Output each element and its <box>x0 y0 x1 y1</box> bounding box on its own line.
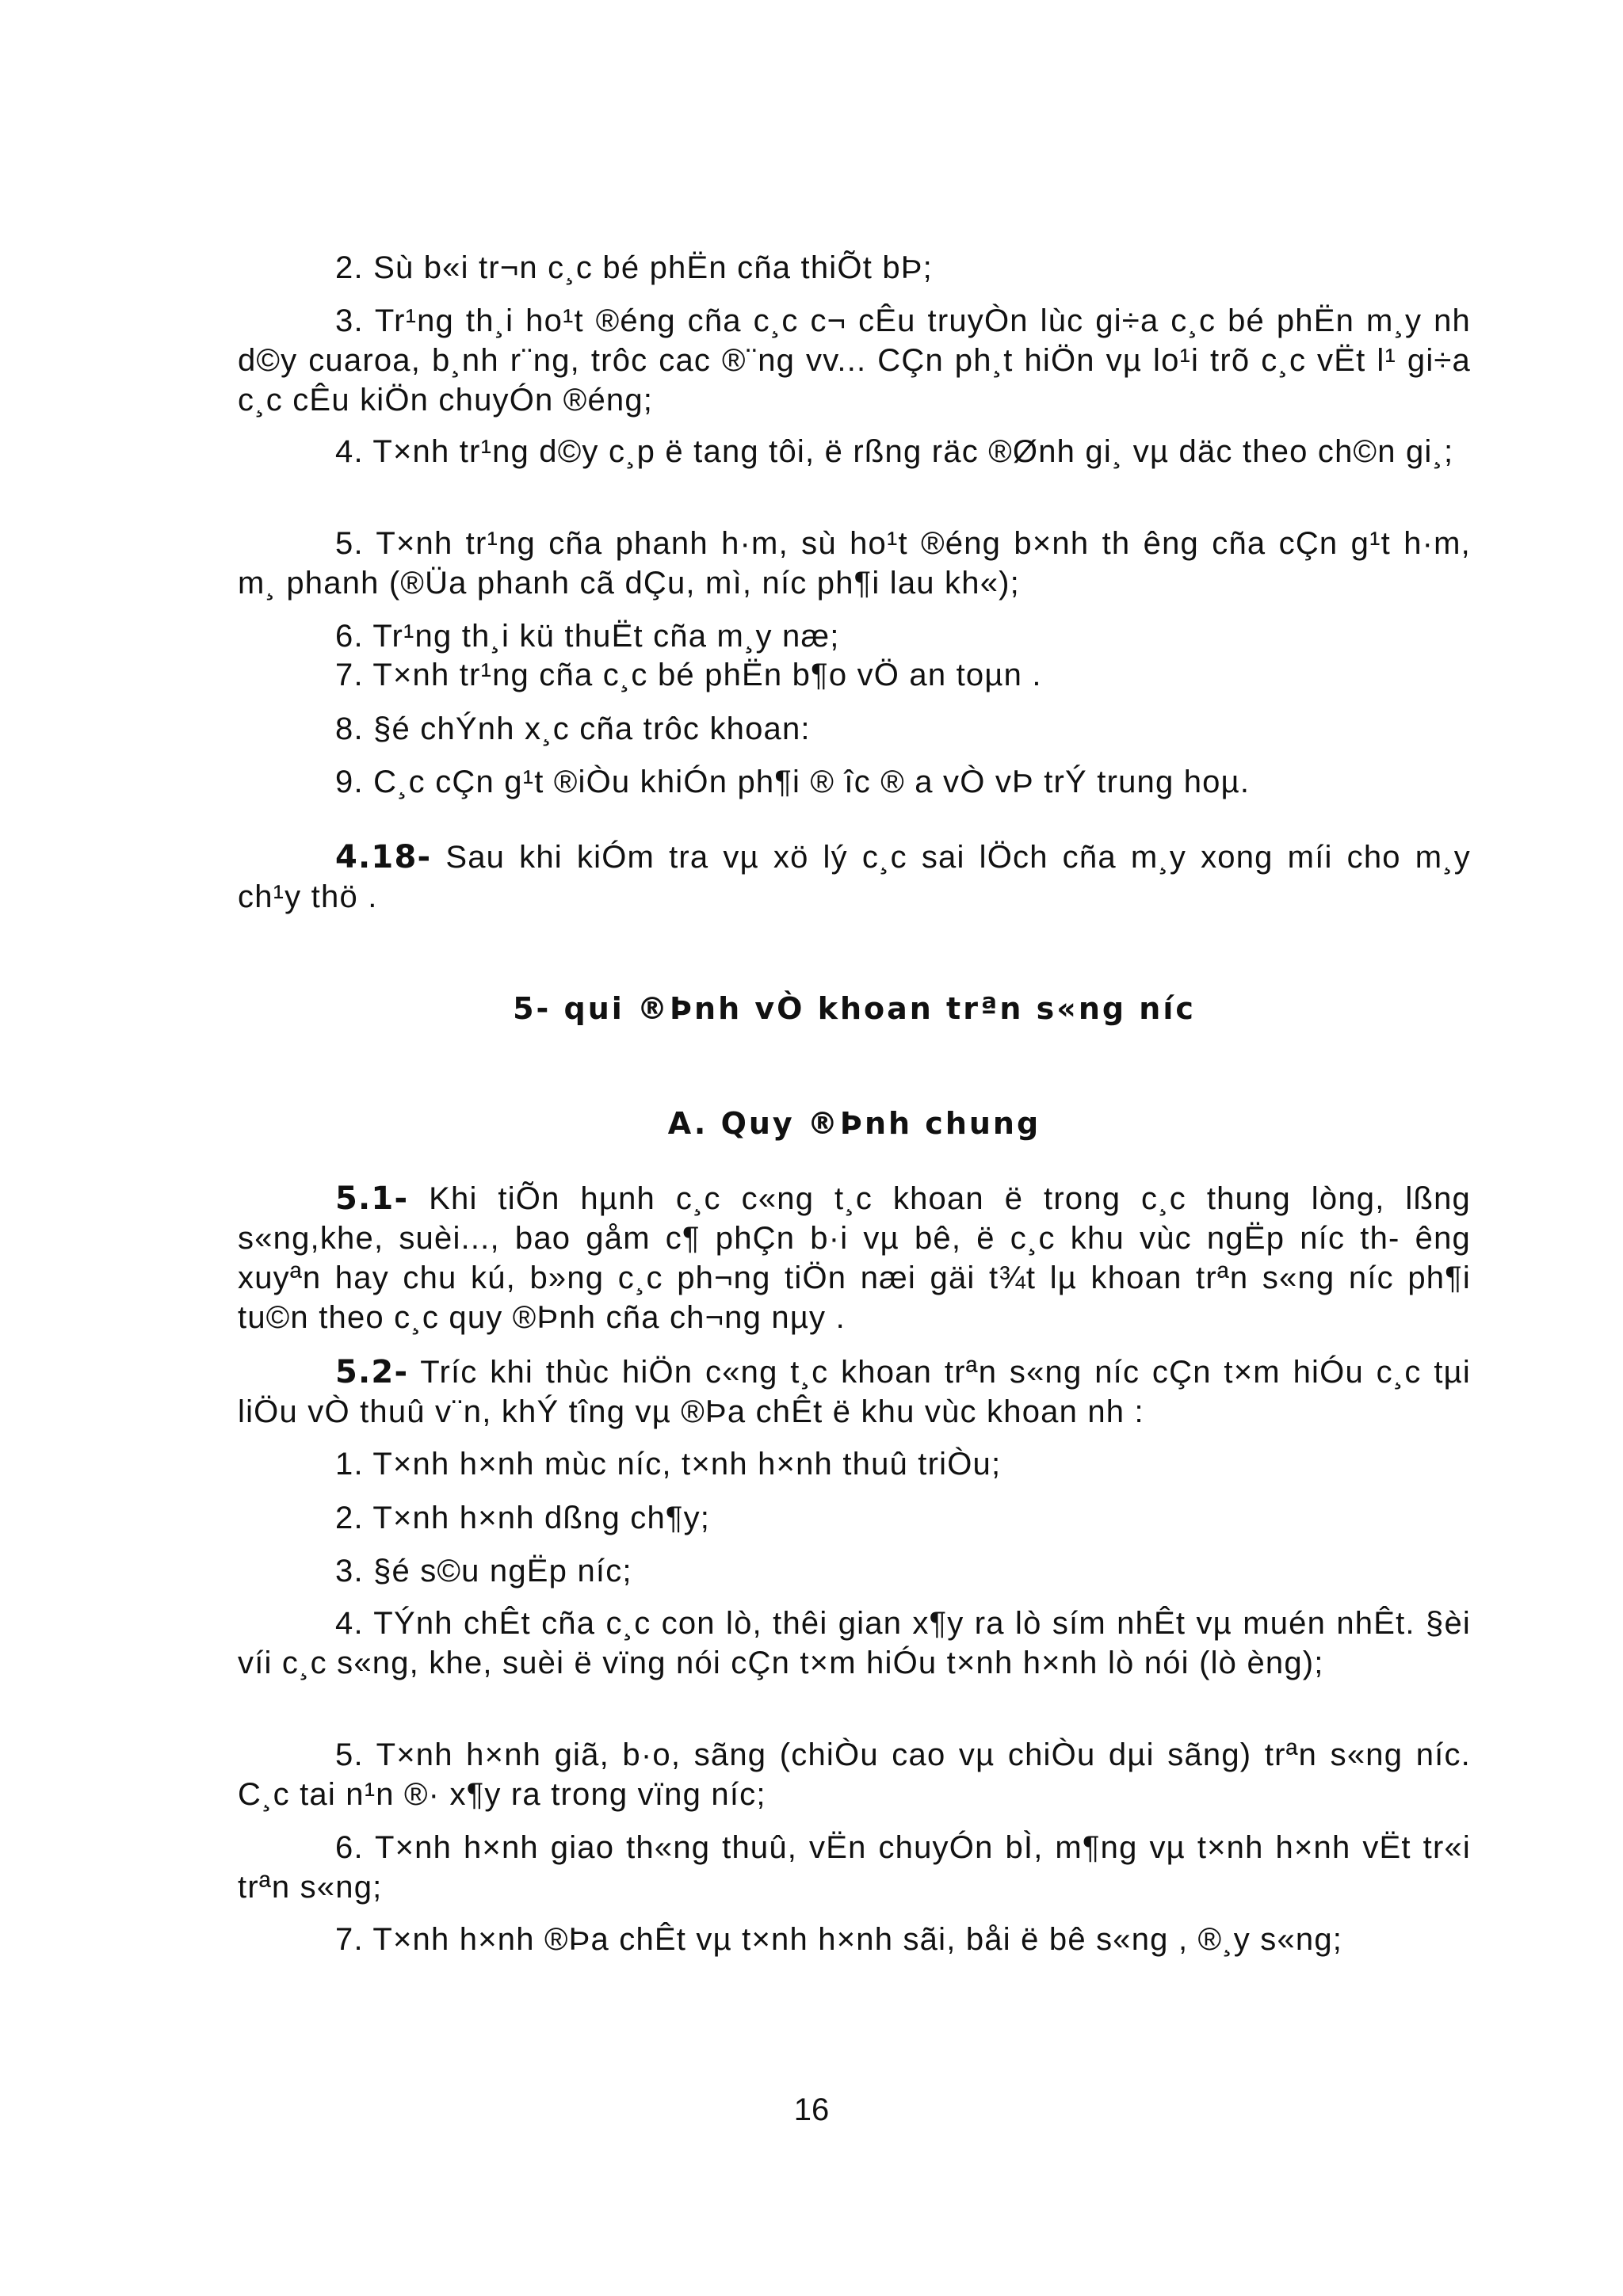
page-number: 16 <box>793 2092 830 2127</box>
paragraph-5-2 <box>238 1352 1471 1432</box>
list-item: 2. T×nh h×nh dßng ch¶y; <box>335 1501 711 1535</box>
list-item: 7. T×nh h×nh ®Þa chÊt vµ t×nh h×nh sãi, båi ë bê s«ng , ®¸y s«ng; <box>335 1922 1343 1957</box>
list-item: 4. TÝnh chÊt cña c¸c con lò, thêi gian x¶y ra lò sím nhÊt vµ muén nhÊt. §èi víi c¸c s«ng, khe, suèi ë vïng nói cÇn t×m hiÓu t×nh h×nh lò nói (lò èng); <box>238 1606 1471 1680</box>
list-item: 5. T×nh h×nh giã, b·o, sãng (chiÒu cao vµ chiÒu dµi sãng) trªn s«ng níc. C¸c tai n¹n ®· x¶y ra trong vïng níc; <box>238 1737 1471 1812</box>
section-title: 5- qui ®Þnh vÒ khoan trªn s«ng níc <box>513 991 1196 1026</box>
list-item: 5. T×nh tr¹ng cña phanh h·m, sù ho¹t ®éng b×nh th êng cña cÇn g¹t h·m, m¸ phanh (®Üa phanh cã dÇu, mì, níc ph¶i lau kh«); <box>238 526 1471 601</box>
clause-text: Sau khi kiÓm tra vµ xö lý c¸c sai lÖch cña m¸y xong míi cho m¸y ch¹y thö . <box>238 840 1471 914</box>
paragraph-5-1 <box>238 1179 1471 1337</box>
list-item: 7. T×nh tr¹ng cña c¸c bé phËn b¶o vÖ an toµn . <box>335 658 1042 692</box>
list-item: 9. C¸c cÇn g¹t ®iÒu khiÓn ph¶i ® îc ® a vÒ vÞ trÝ trung hoµ. <box>335 765 1251 799</box>
list-item: 3. §é s©u ngËp níc; <box>335 1554 632 1589</box>
list-item: 8. §é chÝnh x¸c cña trôc khoan: <box>335 711 811 746</box>
list-item: 6. T×nh h×nh giao th«ng thuû, vËn chuyÓn bÌ, m¶ng vµ t×nh h×nh vËt tr«i trªn s«ng; <box>238 1830 1471 1905</box>
list-item: 1. T×nh h×nh mùc níc, t×nh h×nh thuû triÒu; <box>335 1447 1002 1482</box>
clause-number: 4.18- <box>335 839 432 875</box>
clause-text: Khi tiÕn hµnh c¸c c«ng t¸c khoan ë trong c¸c thung lòng, lßng s«ng,khe, suèi..., bao gåm c¶ phÇn b·i vµ bê, ë c¸c khu vùc ngËp níc th- êng xuyªn hay chu kú, b»ng c¸c ph¬ng tiÖn næi gäi t¾t lµ khoan trªn s«ng níc ph¶i tu©n theo c¸c quy ®Þnh cña ch¬ng nµy . <box>238 1181 1471 1335</box>
subsection-title: A. Quy ®Þnh chung <box>667 1106 1041 1141</box>
list-item: 3. Tr¹ng th¸i ho¹t ®éng cña c¸c c¬ cÊu truyÒn lùc gi÷a c¸c bé phËn m¸y nh d©y cuaroa, b¸nh r¨ng, trôc cac ®¨ng vv... CÇn ph¸t hiÖn vµ lo¹i trõ c¸c vËt l¹ gi÷a c¸c cÊu kiÖn chuyÓn ®éng; <box>238 303 1471 418</box>
list-item: 4. T×nh tr¹ng d©y c¸p ë tang tôi, ë rßng räc ®Ønh gi¸ vµ däc theo ch©n gi¸; <box>335 434 1454 469</box>
list-item: 6. Tr¹ng th¸i kü thuËt cña m¸y næ; <box>335 619 840 654</box>
paragraph-4-18 <box>238 837 1471 917</box>
list-item: 2. Sù b«i tr¬n c¸c bé phËn cña thiÕt bÞ; <box>335 250 933 285</box>
clause-number: 5.2- <box>335 1354 409 1390</box>
clause-number: 5.1- <box>335 1180 409 1217</box>
clause-text: Tríc khi thùc hiÖn c«ng t¸c khoan trªn s«ng níc cÇn t×m hiÓu c¸c tµi liÖu vÒ thuû v¨n, khÝ tîng vµ ®Þa chÊt ë khu vùc khoan nh : <box>238 1355 1471 1429</box>
